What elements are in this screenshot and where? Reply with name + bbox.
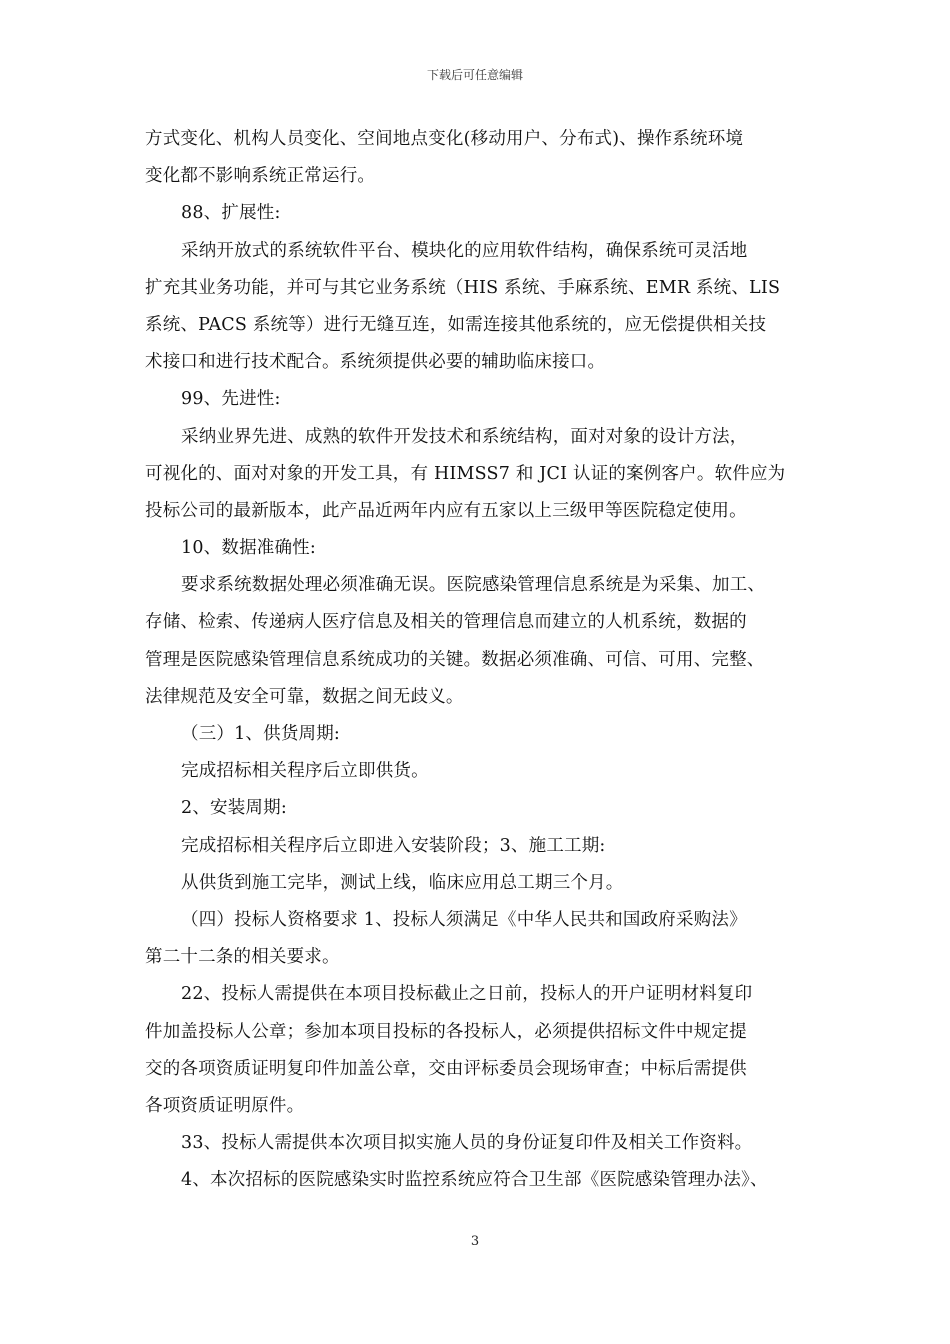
text-line: 33、投标人需提供本次项目拟实施人员的身份证复印件及相关工作资料。 — [181, 1133, 753, 1154]
text-line: 第二十二条的相关要求。 — [145, 947, 340, 968]
text-line: 管理是医院感染管理信息系统成功的关键。数据必须准确、可信、可用、完整、 — [145, 649, 765, 670]
text-line: 完成招标相关程序后立即供货。 — [181, 761, 429, 782]
text-line: 交的各项资质证明复印件加盖公章，交由评标委员会现场审查；中标后需提供 — [145, 1058, 747, 1079]
text-line: 存储、检索、传递病人医疗信息及相关的管理信息而建立的人机系统，数据的 — [145, 612, 747, 633]
text-line: 方式变化、机构人员变化、空间地点变化(移动用户、分布式)、操作系统环境 — [145, 129, 744, 149]
section-heading: （三）1、供货周期: — [181, 724, 341, 744]
text-line: 各项资质证明原件。 — [145, 1095, 305, 1116]
text-line: 可视化的、面对对象的开发工具，有 HIMSS7 和 JCI 认证的案例客户。软件应为 — [145, 463, 786, 484]
text-line: 法律规范及安全可靠，数据之间无歧义。 — [145, 686, 464, 707]
text-line: 采纳业界先进、成熟的软件开发技术和系统结构，面对对象的设计方法， — [181, 426, 748, 447]
text-line: 术接口和进行技术配合。系统须提供必要的辅助临床接口。 — [145, 352, 606, 373]
text-line: 系统、PACS 系统等）进行无缝互连，如需连接其他系统的，应无偿提供相关技 — [145, 314, 767, 335]
text-line: 变化都不影响系统正常运行。 — [145, 166, 376, 187]
section-heading: 88、扩展性: — [181, 203, 281, 224]
text-line: 件加盖投标人公章；参加本项目投标的各投标人，必须提供招标文件中规定提 — [145, 1021, 747, 1042]
section-heading: 99、先进性: — [181, 389, 281, 410]
text-line: 4、本次招标的医院感染实时监控系统应符合卫生部《医院感染管理办法》、 — [181, 1170, 768, 1191]
section-heading: （四）投标人资格要求 1、投标人须满足《中华人民共和国政府采购法》 — [181, 909, 747, 930]
section-heading: 10、数据准确性: — [181, 538, 316, 559]
section-heading: 2、安装周期: — [181, 798, 287, 819]
text-line: 完成招标相关程序后立即进入安装阶段；3、施工工期: — [181, 835, 606, 856]
text-line: 扩充其业务功能，并可与其它业务系统（HIS 系统、手麻系统、EMR 系统、LIS — [145, 277, 781, 298]
document-body — [145, 121, 810, 1199]
page-number: 3 — [470, 1234, 480, 1249]
text-line: 22、投标人需提供在本项目投标截止之日前，投标人的开户证明材料复印 — [181, 984, 753, 1005]
text-line: 采纳开放式的系统软件平台、模块化的应用软件结构，确保系统可灵活地 — [181, 240, 748, 261]
page-header: 下载后可任意编辑 — [426, 68, 523, 82]
text-line: 要求系统数据处理必须准确无误。医院感染管理信息系统是为采集、加工、 — [181, 575, 766, 596]
text-line: 投标公司的最新版本，此产品近两年内应有五家以上三级甲等医院稳定使用。 — [145, 500, 747, 521]
text-line: 从供货到施工完毕，测试上线，临床应用总工期三个月。 — [181, 872, 624, 893]
